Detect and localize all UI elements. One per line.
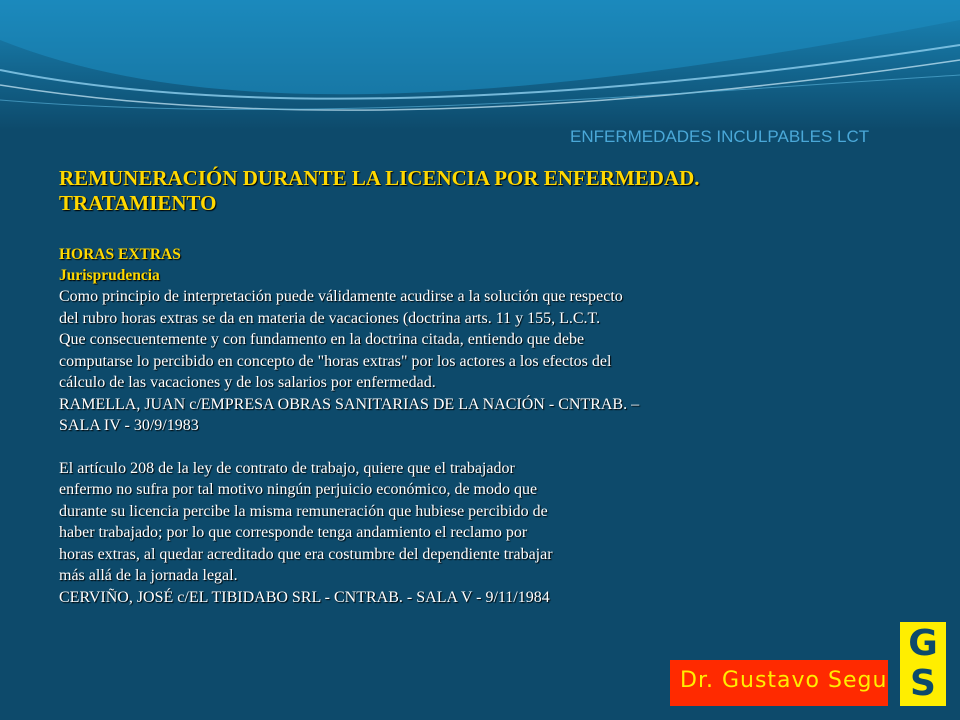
section-heading: HORAS EXTRAS (59, 246, 181, 263)
signature-banner (670, 660, 888, 706)
logo-letter-top: G (908, 623, 938, 664)
decorative-waves (0, 0, 960, 130)
logo-letter-bottom: S (910, 663, 936, 704)
logo (900, 622, 946, 706)
slide-header: ENFERMEDADES INCULPABLES LCT (570, 127, 870, 146)
slide-content (59, 166, 799, 608)
paragraph-2: El artículo 208 de la ley de contrato de trabajo, quiere que el trabajador enfermo no sufra por tal motivo ningún perjuicio económico, de modo que durante su licencia percibe la misma remuneración que hubiese percibido de haber trabajado; por lo que corresponde tenga andamiento el reclamo por horas extras, al quedar acreditado que era costumbre del dependiente trabajar más allá de la jornada legal. CERVIÑO, JOSÉ c/EL TIBIDABO SRL - CNTRAB. - SALA V - 9/11/1984 (59, 459, 553, 606)
signature-text: Dr. Gustavo Segu (680, 668, 888, 693)
paragraph-1: Como principio de interpretación puede válidamente acudirse a la solución que respecto del rubro horas extras se da en materia de vacaciones (doctrina arts. 11 y 155, L.C.T. Que consecuentemente y con fundamento en la doctrina citada, entiendo que debe computarse lo percibido en concepto de "horas extras" por los actores a los efectos del cálculo de las vacaciones y de los salarios por enfermedad. RAMELLA, JUAN c/EMPRESA OBRAS SANITARIAS DE LA NACIÓN - CNTRAB. – SALA IV - 30/9/1983 (59, 288, 640, 434)
subsection-heading: Jurisprudencia (59, 267, 160, 284)
slide-title: REMUNERACIÓN DURANTE LA LICENCIA POR ENFERMEDAD. TRATAMIENTO (59, 166, 700, 215)
